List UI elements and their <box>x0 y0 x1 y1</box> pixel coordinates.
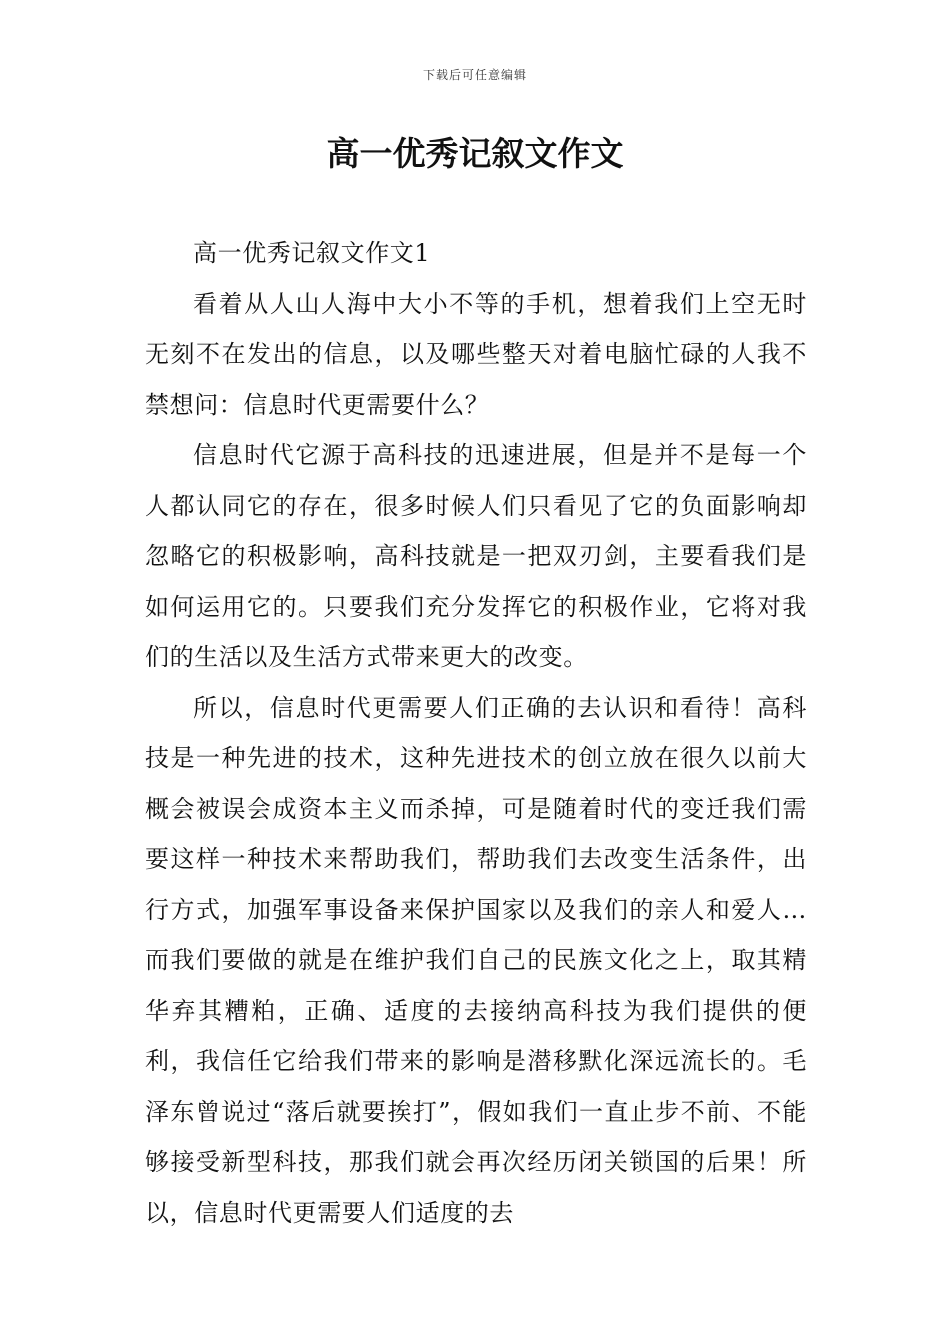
paragraph-3: 所以，信息时代更需要人们正确的去认识和看待！高科技是一种先进的技术，这种先进技术的创立放在很久以前大概会被误会成资本主义而杀掉，可是随着时代的变迁我们需要这样一种技术来帮助我们，帮助我们去改变生活条件，出行方式，加强军事设备来保护国家以及我们的亲人和爱人…而我们要做的就是在维护我们自己的民族文化之上，取其精华弃其糟粕，正确、适度的去接纳高科技为我们提供的便利，我信任它给我们带来的影响是潜移默化深远流长的。毛泽东曾说过“落后就要挨打”，假如我们一直止步不前、不能够接受新型科技，那我们就会再次经历闭关锁国的后果！所以，信息时代更需要人们适度的去 <box>145 693 807 1227</box>
paragraph-2: 信息时代它源于高科技的迅速进展，但是并不是每一个人都认同它的存在，很多时候人们只看见了它的负面影响却忽略它的积极影响，高科技就是一把双刃剑，主要看我们是如何运用它的。只要我们充分发挥它的积极作业，它将对我们的生活以及生活方式带来更大的改变。 <box>145 441 807 671</box>
section-heading: 高一优秀记叙文作文1 <box>193 239 431 267</box>
document-body <box>145 228 807 1238</box>
header-note: 下载后可任意编辑 <box>422 68 527 82</box>
paragraph-1: 看着从人山人海中大小不等的手机，想着我们上空无时无刻不在发出的信息，以及哪些整天对着电脑忙碌的人我不禁想问：信息时代更需要什么？ <box>145 289 807 419</box>
page-title: 高一优秀记叙文作文 <box>326 134 624 173</box>
